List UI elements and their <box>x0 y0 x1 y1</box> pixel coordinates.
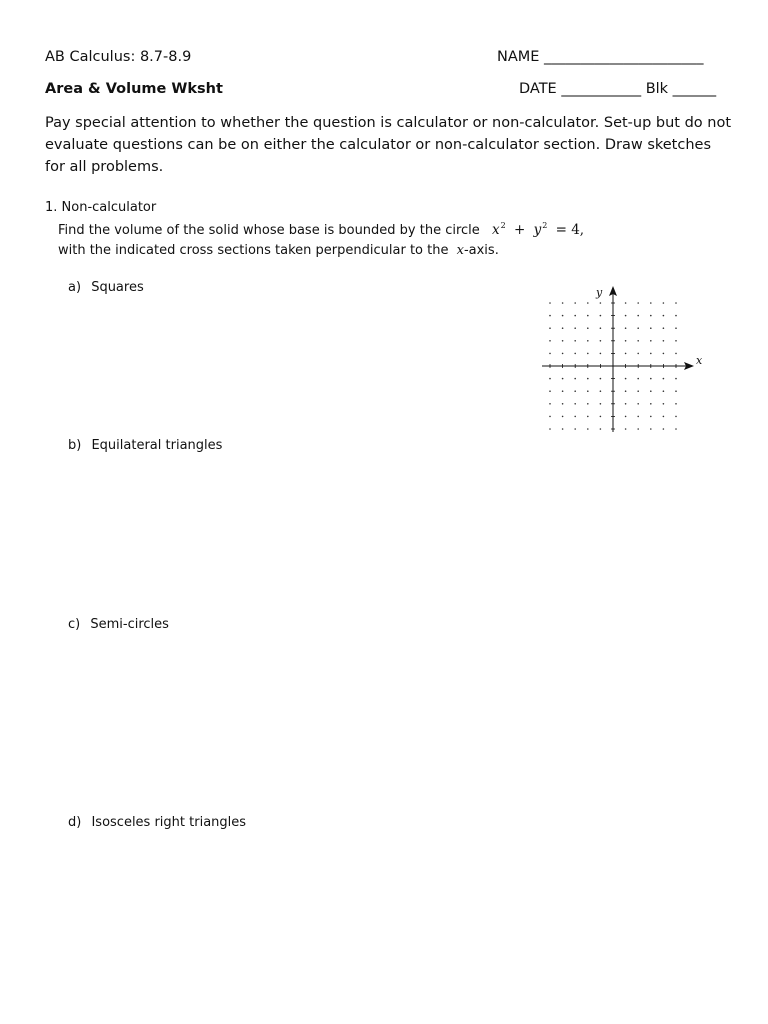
grid-dot <box>600 315 602 317</box>
grid-dot <box>549 428 551 430</box>
grid-dot <box>650 390 652 392</box>
grid-dot <box>663 315 665 317</box>
part-text: Squares <box>91 280 144 295</box>
grid-dot <box>549 302 551 304</box>
grid-dot <box>663 340 665 342</box>
grid-dot <box>625 403 627 405</box>
grid-dot <box>600 403 602 405</box>
grid-dot <box>549 403 551 405</box>
axis-variable: x <box>456 243 464 258</box>
date-block-field[interactable]: DATE ___________ Blk ______ <box>519 81 717 97</box>
grid-dot <box>600 378 602 380</box>
grid-dot <box>549 390 551 392</box>
grid-dot <box>650 302 652 304</box>
grid-dot <box>600 327 602 329</box>
grid-dot <box>600 416 602 418</box>
grid-dot <box>637 428 639 430</box>
eq-x-exp: 2 <box>500 221 506 230</box>
name-field[interactable]: NAME ______________________ <box>497 49 704 65</box>
grid-dot <box>574 302 576 304</box>
grid-dot <box>562 315 564 317</box>
part-text: Semi-circles <box>90 617 169 632</box>
grid-dot <box>562 327 564 329</box>
grid-dot <box>574 403 576 405</box>
grid-dot <box>675 403 677 405</box>
grid-dot <box>549 353 551 355</box>
grid-dot <box>625 378 627 380</box>
grid-dot <box>587 428 589 430</box>
prompt-line2-suffix: -axis. <box>463 243 499 258</box>
grid-dot <box>600 390 602 392</box>
grid-dot <box>562 378 564 380</box>
grid-dot <box>675 302 677 304</box>
grid-dot <box>549 340 551 342</box>
instructions: Pay special attention to whether the question is calculator or non-calculator. Set-up but do not evaluate questions can be on either the calculator or non-calculator section. Draw sketches for all problems. <box>45 115 732 175</box>
grid-dot <box>600 428 602 430</box>
grid-dot <box>587 378 589 380</box>
grid-dot <box>625 315 627 317</box>
problem-prompt-line1 <box>58 221 584 238</box>
problem-heading: 1. Non-calculator <box>45 200 157 215</box>
grid-dot <box>574 390 576 392</box>
grid-dot <box>663 378 665 380</box>
grid-dot <box>587 353 589 355</box>
grid-dot <box>625 390 627 392</box>
grid-dot <box>574 428 576 430</box>
prompt-text: Find the volume of the solid whose base is bounded by the circle <box>58 223 480 238</box>
grid-dot <box>650 416 652 418</box>
grid-dot <box>650 428 652 430</box>
grid-dot <box>549 327 551 329</box>
grid-dot <box>562 353 564 355</box>
eq-y: y <box>533 222 542 238</box>
grid-dot <box>637 353 639 355</box>
grid-dot <box>600 302 602 304</box>
eq-plus: + <box>513 222 526 238</box>
grid-dot <box>625 340 627 342</box>
eq-y-exp: 2 <box>542 221 548 230</box>
grid-dot <box>663 302 665 304</box>
grid-dot <box>574 315 576 317</box>
eq-x: x <box>491 222 500 238</box>
grid-dot <box>574 378 576 380</box>
grid-dot <box>562 428 564 430</box>
grid-dot <box>650 353 652 355</box>
grid-dot <box>650 315 652 317</box>
grid-dot <box>625 416 627 418</box>
grid-dot <box>562 340 564 342</box>
grid-dot <box>637 340 639 342</box>
grid-dot <box>675 353 677 355</box>
grid-dot <box>663 416 665 418</box>
grid-dot <box>549 315 551 317</box>
eq-rhs: = 4, <box>555 222 585 238</box>
grid-dot <box>663 353 665 355</box>
grid-dot <box>549 416 551 418</box>
grid-dot <box>625 327 627 329</box>
grid-dot <box>587 327 589 329</box>
part-label: a) <box>68 280 82 295</box>
grid-dot <box>663 428 665 430</box>
grid-dot <box>637 416 639 418</box>
grid-dot <box>637 327 639 329</box>
prompt-line2-text: with the indicated cross sections taken perpendicular to the <box>58 243 449 258</box>
grid-dot <box>675 378 677 380</box>
grid-dot <box>562 416 564 418</box>
grid-dot <box>675 416 677 418</box>
grid-dot <box>663 403 665 405</box>
grid-dot <box>625 353 627 355</box>
grid-dot <box>650 378 652 380</box>
course-title: AB Calculus: 8.7-8.9 <box>45 49 192 65</box>
coordinate-grid <box>538 282 708 432</box>
part-b <box>68 438 222 453</box>
x-axis-label: x <box>696 354 703 367</box>
grid-dot <box>637 390 639 392</box>
part-label: b) <box>68 438 82 453</box>
grid-dot <box>637 403 639 405</box>
grid-dot <box>587 416 589 418</box>
part-a <box>68 280 144 295</box>
grid-dot <box>650 327 652 329</box>
coordinate-grid-svg <box>538 282 708 432</box>
grid-dot <box>587 390 589 392</box>
part-d <box>68 815 246 830</box>
grid-dot <box>637 315 639 317</box>
grid-dot <box>549 378 551 380</box>
y-axis-label: y <box>596 286 603 299</box>
grid-dot <box>562 302 564 304</box>
grid-dot <box>600 340 602 342</box>
circle-equation <box>492 222 584 238</box>
grid-dot <box>587 340 589 342</box>
grid-dot <box>587 403 589 405</box>
part-label: c) <box>68 617 81 632</box>
grid-dot <box>625 302 627 304</box>
grid-dot <box>663 390 665 392</box>
grid-dot <box>562 390 564 392</box>
grid-dot <box>663 327 665 329</box>
grid-dot <box>675 340 677 342</box>
grid-dot <box>650 340 652 342</box>
grid-dot <box>625 428 627 430</box>
grid-dot <box>587 315 589 317</box>
grid-dot <box>574 416 576 418</box>
part-text: Equilateral triangles <box>91 438 223 453</box>
grid-dot <box>675 390 677 392</box>
grid-dot <box>675 327 677 329</box>
grid-dot <box>637 302 639 304</box>
grid-dot <box>650 403 652 405</box>
grid-dot <box>562 403 564 405</box>
grid-dot <box>675 428 677 430</box>
part-c <box>68 617 169 632</box>
problem-prompt-line2 <box>58 243 499 258</box>
part-label: d) <box>68 815 82 830</box>
grid-dot <box>587 302 589 304</box>
grid-dot <box>675 315 677 317</box>
grid-dot <box>600 353 602 355</box>
grid-dot <box>574 353 576 355</box>
part-text: Isosceles right triangles <box>91 815 247 830</box>
grid-dot <box>574 327 576 329</box>
grid-dot <box>637 378 639 380</box>
worksheet-title: Area & Volume Wksht <box>45 81 223 97</box>
grid-dot <box>574 340 576 342</box>
